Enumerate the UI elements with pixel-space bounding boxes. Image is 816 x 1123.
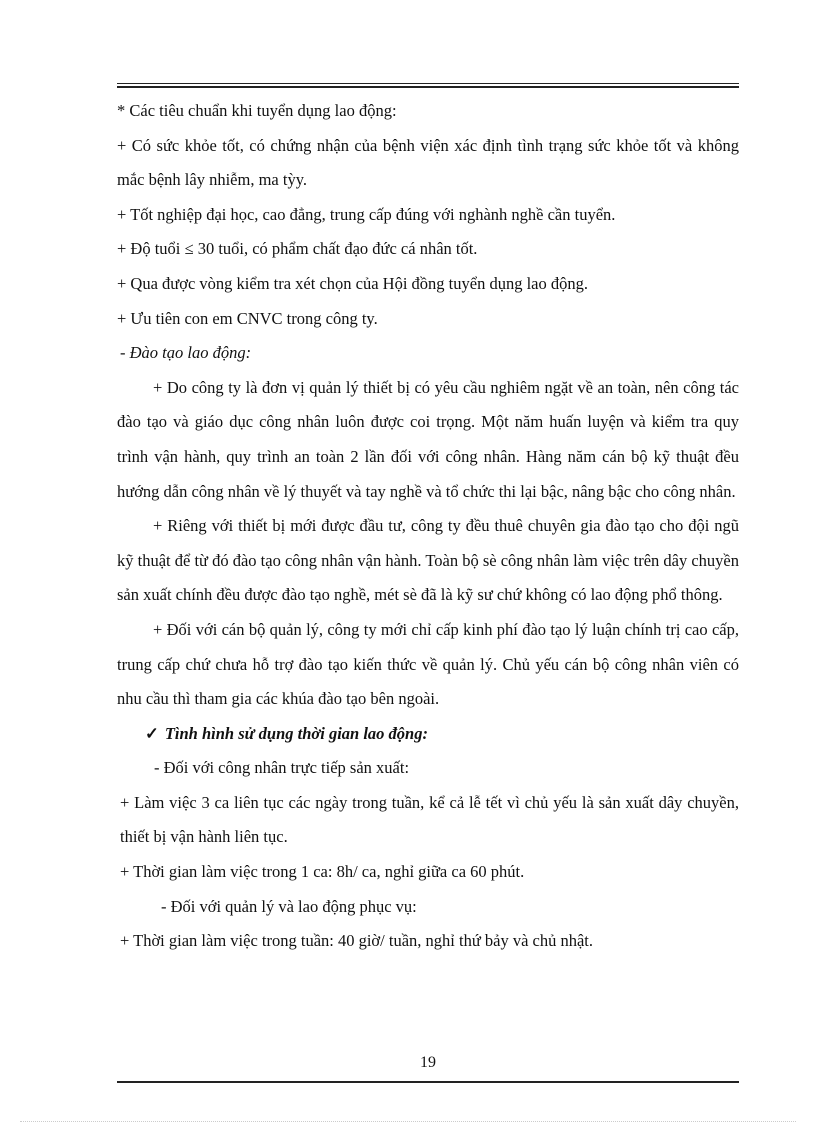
page-edge-dotted-line: [20, 1121, 796, 1122]
criterion-priority: + Ưu tiên con em CNVC trong công ty.: [117, 308, 378, 328]
training-heading: - Đào tạo lao động:: [120, 343, 252, 363]
working-time-heading-text: Tình hình sử dụng thời gian lao động:: [164, 723, 428, 743]
criterion-education: + Tốt nghiệp đại học, cao đẳng, trung cấp đúng với nghành nghề cần tuyển.: [117, 204, 616, 224]
criterion-age: + Độ tuổi ≤ 30 tuổi, có phẩm chất đạo đức cá nhân tốt.: [117, 239, 478, 259]
shift-work-paragraph: + Làm việc 3 ca liên tục các ngày trong tuần, kể cả lễ tết vì chủ yếu là sản xuất dây chuyền, thiết bị vận hành liên tục.: [120, 792, 739, 847]
training-paragraph-management: + Đối với cán bộ quản lý, công ty mới chỉ cấp kinh phí đào tạo lý luận chính trị cao cấp, trung cấp chứ chưa hỗ trợ đào tạo kiến thức về quản lý. Chủ yếu cán bộ công nhân viên có nhu cầu thì tham gia các khúa đào tạo bên ngoài.: [117, 619, 739, 709]
criterion-health: + Có sức khỏe tốt, có chứng nhận của bệnh viện xác định tình trạng sức khỏe tốt và không mắc bệnh lây nhiễm, ma tỳy.: [117, 135, 739, 190]
checkmark-icon: ✓: [145, 723, 159, 743]
weekly-hours-paragraph: + Thời gian làm việc trong tuần: 40 giờ/ tuần, nghỉ thứ bảy và chủ nhật.: [120, 931, 594, 951]
header-double-rule: [117, 83, 739, 88]
page-number: 19: [420, 1054, 436, 1071]
working-time-heading: [117, 717, 739, 752]
training-paragraph-new-equipment: + Riêng với thiết bị mới được đầu tư, công ty đều thuê chuyên gia đào tạo cho đội ngũ kỹ thuật để từ đó đào tạo công nhân vận hành. Toàn bộ sè công nhân làm việc trên dây chuyền sản xuất chính đều được đào tạo nghề, mét sè đã là kỹ sư chứ không có lao động phổ thông.: [117, 516, 739, 605]
management-staff-heading: - Đối với quản lý và lao động phục vụ:: [161, 896, 417, 916]
recruitment-criteria-heading: * Các tiêu chuẩn khi tuyển dụng lao động:: [117, 101, 397, 120]
direct-workers-heading: - Đối với công nhân trực tiếp sản xuất:: [154, 758, 410, 778]
criterion-selection-round: + Qua được vòng kiểm tra xét chọn của Hội đồng tuyển dụng lao động.: [117, 273, 588, 293]
document-body: [117, 94, 739, 959]
shift-duration-paragraph: + Thời gian làm việc trong 1 ca: 8h/ ca, nghỉ giữa ca 60 phút.: [120, 862, 525, 882]
training-paragraph-safety: + Do công ty là đơn vị quản lý thiết bị có yêu cầu nghiêm ngặt về an toàn, nên công tác đào tạo và giáo dục công nhân luôn được coi trọng. Một năm huấn luyện và kiểm tra quy trình vận hành, quy trình an toàn 2 lần đối với công nhân. Hàng năm cán bộ kỹ thuật đều hướng dẫn công nhân về lý thuyết và tay nghề và tổ chức thi lại bậc, nâng bậc cho công nhân.: [117, 377, 739, 501]
footer-rule: [117, 1081, 739, 1083]
